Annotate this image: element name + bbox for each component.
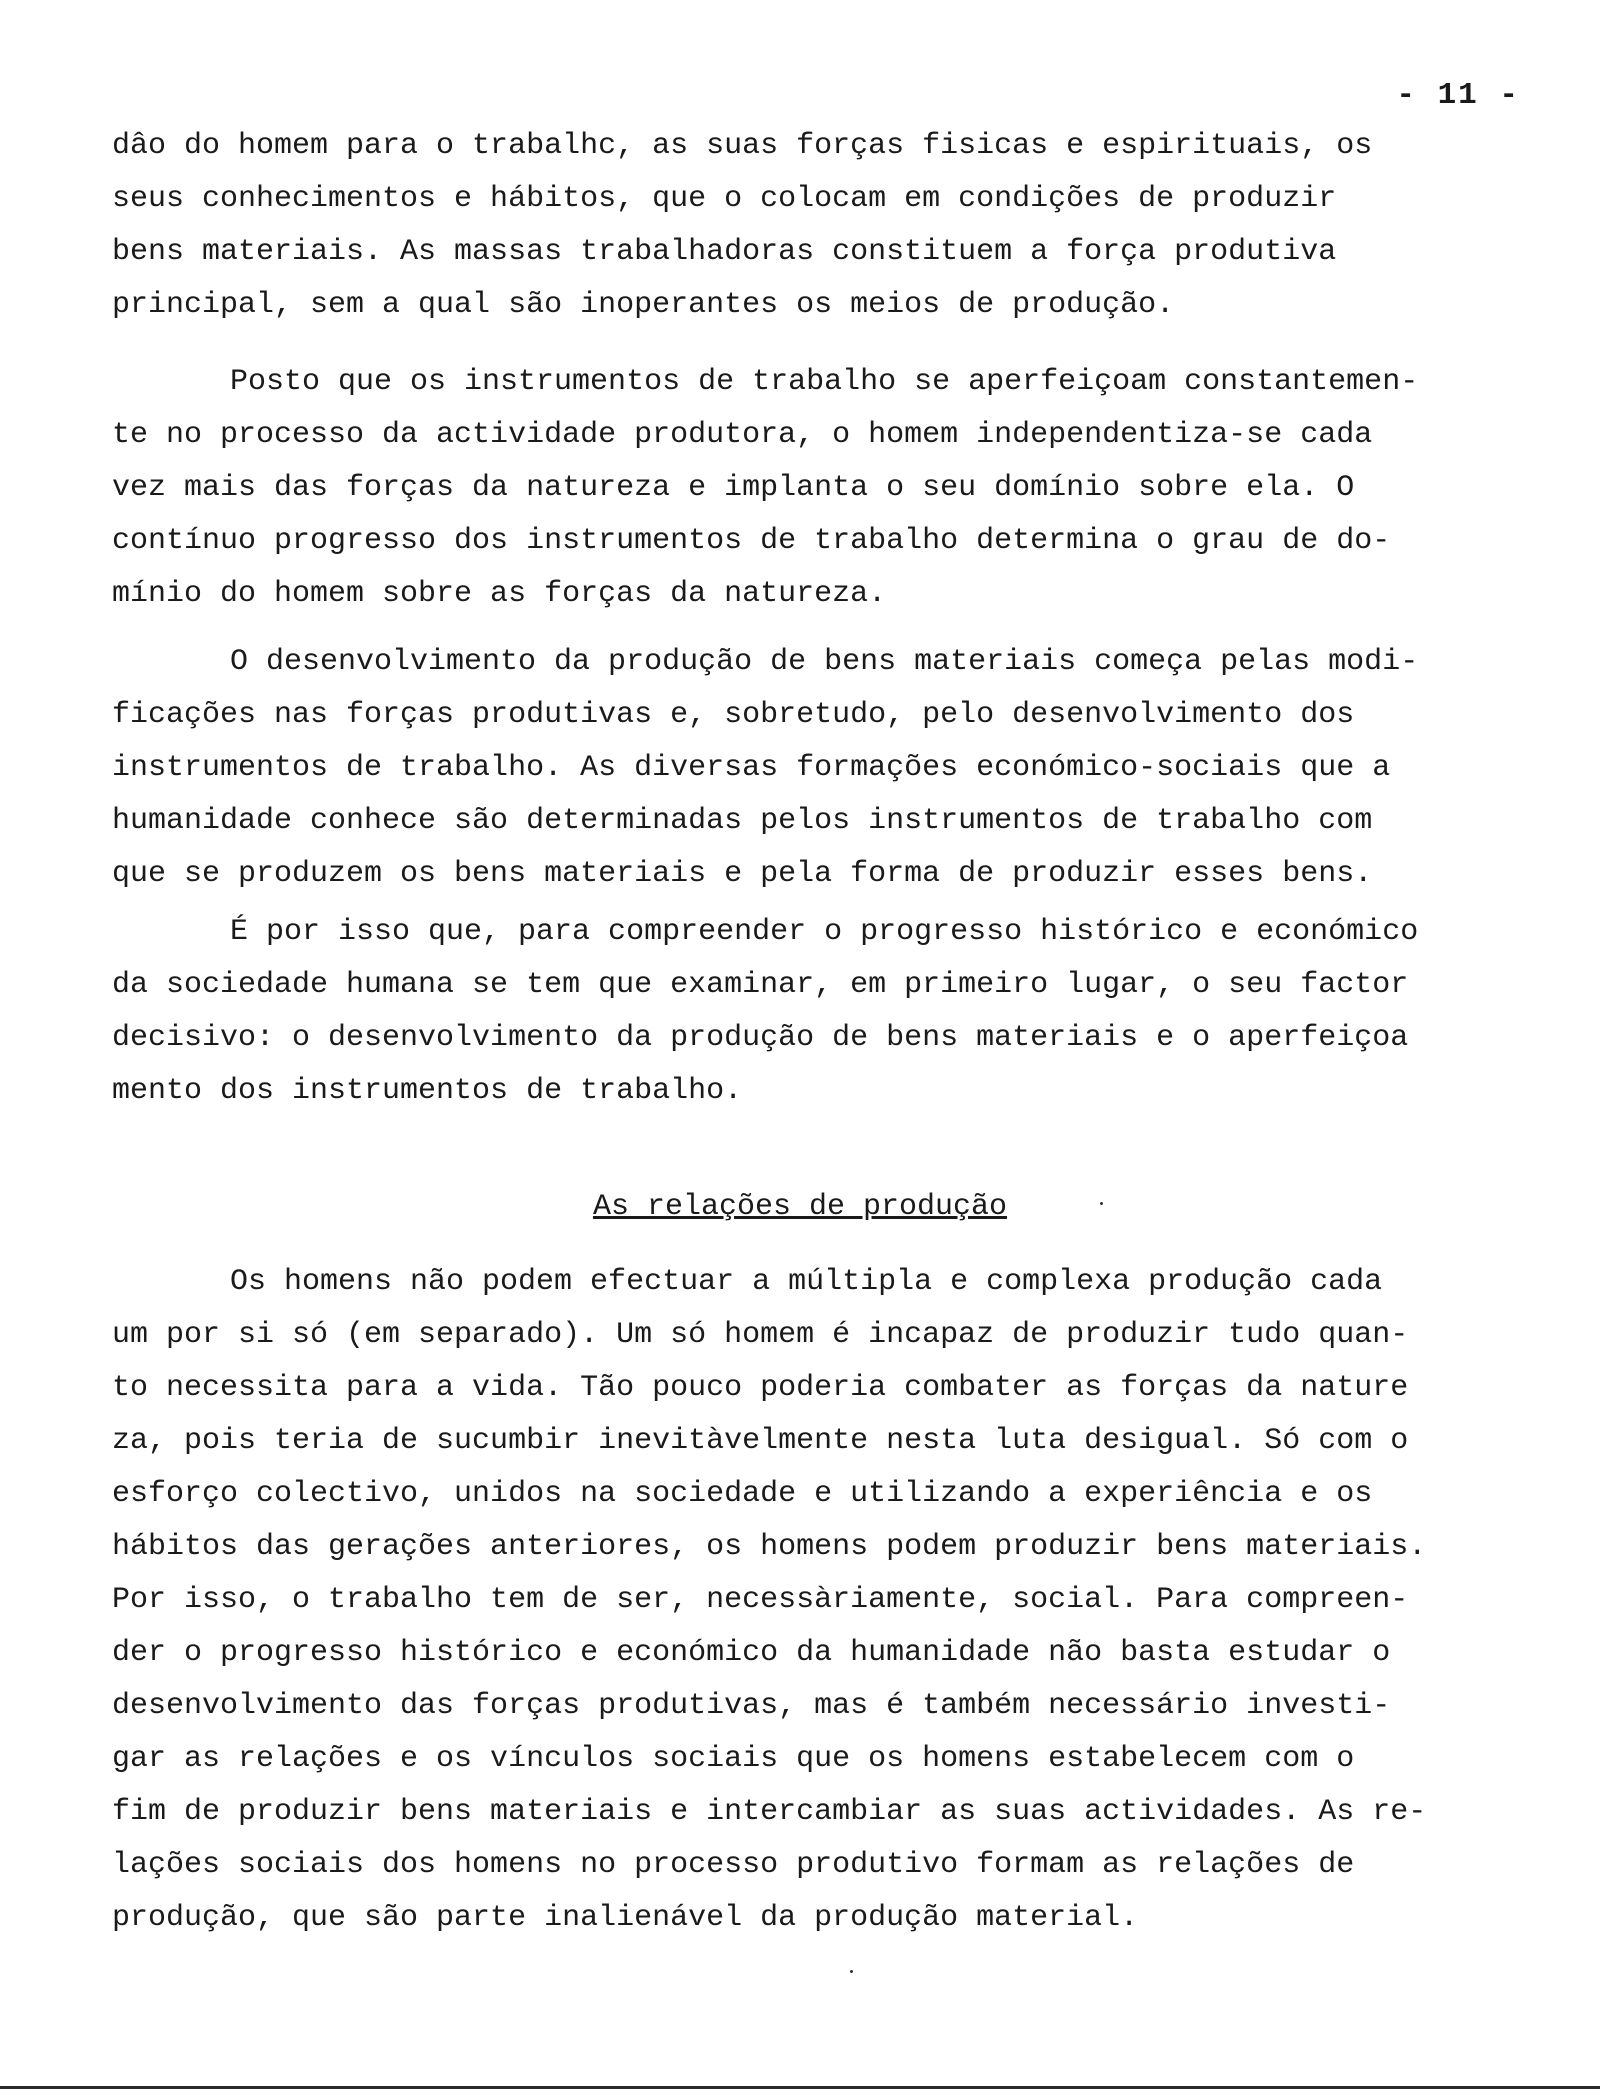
page-number: - 11 - (1396, 78, 1520, 113)
text-line: principal, sem a qual são inoperantes os meios de produção. (112, 288, 1175, 322)
text-line: decisivo: o desenvolvimento da produção de bens materiais e o aperfeiçoa (112, 1021, 1409, 1055)
paragraph-section (112, 1256, 1542, 1945)
text-line: za, pois teria de sucumbir inevitàvelmente nesta luta desigual. Só com o (112, 1424, 1409, 1458)
text-line: bens materiais. As massas trabalhadoras constituem a força produtiva (112, 235, 1337, 269)
text-line: produção, que são parte inalienável da produção material. (112, 1901, 1139, 1935)
scan-speck (850, 1970, 853, 1973)
text-line: hábitos das gerações anteriores, os homens podem produzir bens materiais. (112, 1530, 1427, 1564)
text-line: Posto que os instrumentos de trabalho se aperfeiçoam constantemen- (230, 365, 1419, 399)
text-line: um por si só (em separado). Um só homem é incapaz de produzir tudo quan- (112, 1318, 1409, 1352)
text-line: humanidade conhece são determinadas pelos instrumentos de trabalho com (112, 804, 1373, 838)
text-line: mento dos instrumentos de trabalho. (112, 1074, 743, 1108)
text-line: instrumentos de trabalho. As diversas formações económico-sociais que a (112, 751, 1391, 785)
text-line: ficações nas forças produtivas e, sobretudo, pelo desenvolvimento dos (112, 698, 1355, 732)
text-line: der o progresso histórico e económico da humanidade não basta estudar o (112, 1636, 1391, 1670)
text-line: vez mais das forças da natureza e implanta o seu domínio sobre ela. O (112, 471, 1355, 505)
paragraph-2 (112, 356, 1542, 621)
text-line: Por isso, o trabalho tem de ser, necessàriamente, social. Para compreen- (112, 1583, 1409, 1617)
text-line: gar as relações e os vínculos sociais que os homens estabelecem com o (112, 1742, 1355, 1776)
paragraph-4 (112, 906, 1542, 1118)
paragraph-3 (112, 636, 1542, 901)
scan-speck (1100, 1202, 1103, 1205)
text-line: mínio do homem sobre as forças da natureza. (112, 577, 887, 611)
paragraph-1 (112, 120, 1542, 332)
text-line: desenvolvimento das forças produtivas, mas é também necessário investi- (112, 1689, 1391, 1723)
text-line: que se produzem os bens materiais e pela forma de produzir esses bens. (112, 857, 1373, 891)
text-line: to necessita para a vida. Tão pouco poderia combater as forças da nature (112, 1371, 1409, 1405)
text-line: seus conhecimentos e hábitos, que o colocam em condições de produzir (112, 182, 1337, 216)
text-line: da sociedade humana se tem que examinar, em primeiro lugar, o seu factor (112, 968, 1409, 1002)
text-line: dâo do homem para o trabalhc, as suas forças fisicas e espirituais, os (112, 129, 1373, 163)
text-line: Os homens não podem efectuar a múltipla e complexa produção cada (230, 1265, 1383, 1299)
text-line: esforço colectivo, unidos na sociedade e utilizando a experiência e os (112, 1477, 1373, 1511)
text-line: lações sociais dos homens no processo produtivo formam as relações de (112, 1848, 1355, 1882)
text-line: É por isso que, para compreender o progresso histórico e económico (230, 915, 1419, 949)
text-line: O desenvolvimento da produção de bens materiais começa pelas modi- (230, 645, 1419, 679)
text-line: contínuo progresso dos instrumentos de trabalho determina o grau de do- (112, 524, 1391, 558)
text-line: te no processo da actividade produtora, o homem independentiza-se cada (112, 418, 1373, 452)
section-heading: As relações de produção (592, 1190, 1008, 1224)
text-line: fim de produzir bens materiais e intercambiar as suas actividades. As re- (112, 1795, 1427, 1829)
bottom-rule (0, 2086, 1600, 2089)
